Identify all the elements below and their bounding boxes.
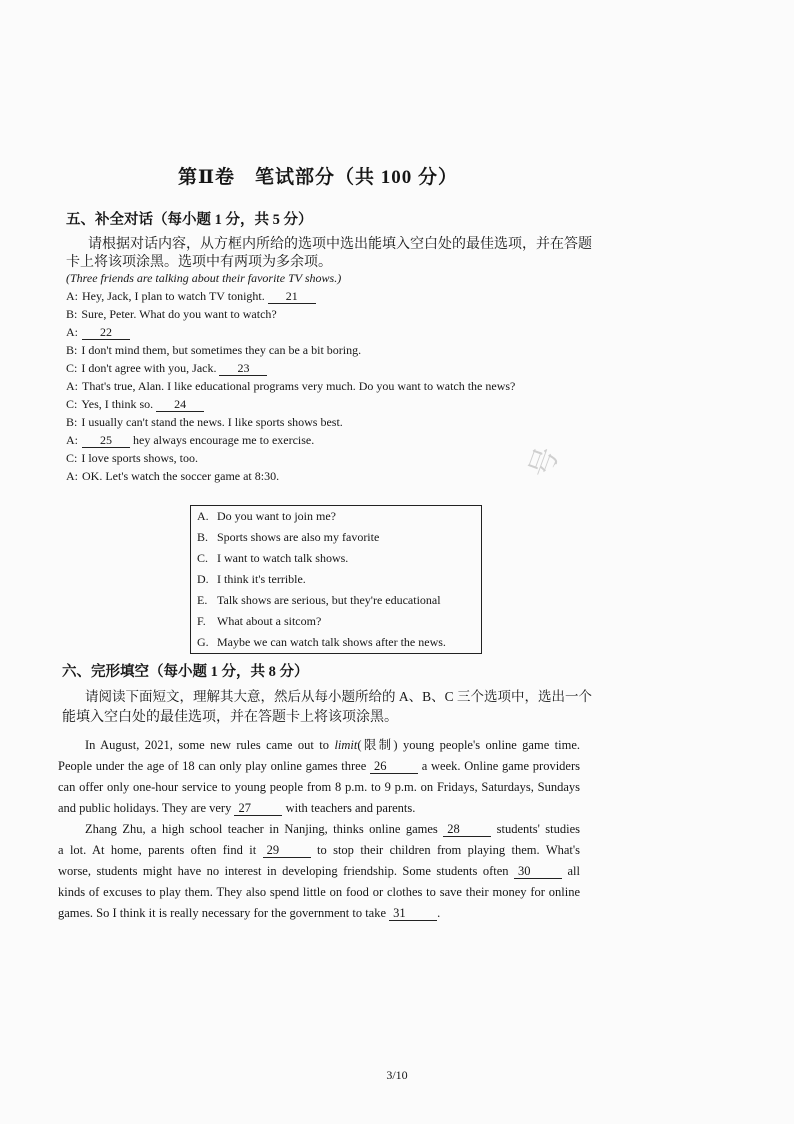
passage-line [58,882,580,903]
option-item [191,506,481,527]
dialogue-line [66,341,515,359]
option-letter: D. [197,572,209,586]
text-run: Hey, Jack, I plan to watch TV tonight. [82,289,268,303]
text-run: Yes, I think so. [81,397,157,411]
answer-blank: 21 [268,290,316,304]
section-instructions: 卡上将该项涂黑。选项中有两项为多余项。 [66,255,332,270]
text-run: can offer only one-hour service to young people from 8 p.m. to 9 p.m. on Fridays, Saturdays, Sundays [58,780,580,794]
answer-blank: 24 [156,398,204,412]
option-letter: A. [197,509,209,523]
option-item [191,548,481,569]
section-instructions: 请阅读下面短文，理解其大意，然后从每小题所给的 A、B、C 三个选项中，选出一个 [85,689,593,704]
answer-blank: 29 [263,844,311,858]
text-run: . [437,906,441,920]
passage-line [58,861,580,882]
dialogue-line [66,395,515,413]
option-text: What about a sitcom? [217,614,322,628]
answer-blank: 25 [82,434,130,448]
speaker-label: A: [66,469,78,483]
option-letter: F. [197,614,206,628]
dialogue [66,287,515,485]
options-box [190,505,482,654]
option-item [191,590,481,611]
section-heading: 六、完形填空（每小题 1 分，共 8 分） [62,664,309,680]
text-run: to stop their children from playing them. What's [310,843,581,857]
answer-blank: 23 [219,362,267,376]
dialogue-line [66,305,515,323]
speaker-label: A: [66,433,78,447]
dialogue-line [66,467,515,485]
text-run: and public holidays. They are very [58,801,235,815]
text-run: OK. Let's watch the soccer game at 8:30. [82,469,280,483]
dialogue-line [66,323,515,341]
passage-line [58,777,580,798]
text-run: with teachers and parents. [282,801,416,815]
option-text: Sports shows are also my favorite [217,530,380,544]
cloze-passage [58,735,580,924]
option-text: Maybe we can watch talk shows after the news. [217,635,446,649]
option-letter: C. [197,551,209,565]
passage-line [58,840,580,861]
text-run: I usually can't stand the news. I like sports shows best. [81,415,343,429]
option-text: I want to watch talk shows. [217,551,349,565]
dialogue-line [66,413,515,431]
speaker-label: B: [66,415,78,429]
speaker-label: A: [66,325,78,339]
option-letter: B. [197,530,209,544]
dialogue-line [66,359,515,377]
option-text: Do you want to join me? [217,509,336,523]
answer-blank: 26 [370,760,418,774]
passage-line [58,756,580,777]
answer-blank: 31 [389,907,437,921]
speaker-label: A: [66,289,78,303]
passage-line [58,903,580,924]
speaker-label: B: [66,343,78,357]
text-run: (限制) young people's online game time. [357,738,580,752]
text-run: students' studies [491,822,580,836]
dialogue-line [66,377,515,395]
section-heading: 五、补全对话（每小题 1 分，共 5 分） [66,212,313,228]
passage-line [58,735,580,756]
text-run: I love sports shows, too. [81,451,199,465]
option-letter: E. [197,593,208,607]
emphasized-word: limit [334,738,358,752]
text-run: a lot. At home, parents often find it [58,843,263,857]
dialogue-line [66,287,515,305]
paper-part-title: 第Ⅱ卷 笔试部分（共 100 分） [178,167,459,188]
text-run: I don't mind them, but sometimes they can be a bit boring. [81,343,362,357]
speaker-label: B: [66,307,78,321]
text-run: a week. Online game providers [418,759,580,773]
text-run: worse, students might have no interest in developing friendship. Some students often [58,864,515,878]
speaker-label: A: [66,379,78,393]
passage-line [58,798,580,819]
watermark: 号 [523,443,566,483]
option-item [191,611,481,632]
text-run: That's true, Alan. I like educational programs very much. Do you want to watch the news? [82,379,516,393]
text-run: In August, 2021, some new rules came out to [85,738,335,752]
section-instructions: 能填入空白处的最佳选项，并在答题卡上将该项涂黑。 [62,710,398,725]
answer-blank: 28 [443,823,491,837]
option-item [191,632,481,653]
speaker-label: C: [66,397,78,411]
text-run: Sure, Peter. What do you want to watch? [81,307,277,321]
page-number: 3/10 [386,1068,408,1082]
option-item [191,569,481,590]
text-run: kinds of excuses to play them. They also spend little on food or clothes to save their money for online [58,885,580,899]
text-run: hey always encourage me to exercise. [130,433,315,447]
option-letter: G. [197,635,209,649]
option-text: I think it's terrible. [217,572,306,586]
text-run: Zhang Zhu, a high school teacher in Nanjing, thinks online games [85,822,444,836]
passage-line [58,819,580,840]
speaker-label: C: [66,361,78,375]
dialogue-line [66,449,515,467]
answer-blank: 27 [234,802,282,816]
speaker-label: C: [66,451,78,465]
text-run: I don't agree with you, Jack. [81,361,220,375]
text-run: all [562,864,580,878]
text-run: games. So I think it is really necessary for the government to take [58,906,390,920]
answer-blank: 22 [82,326,130,340]
answer-blank: 30 [514,865,562,879]
text-run: People under the age of 18 can only play online games three [58,759,370,773]
section-instructions: 请根据对话内容，从方框内所给的选项中选出能填入空白处的最佳选项，并在答题 [88,237,592,252]
option-item [191,527,481,548]
option-text: Talk shows are serious, but they're educational [217,593,441,607]
dialogue-context: (Three friends are talking about their favorite TV shows.) [66,271,342,285]
dialogue-line [66,431,515,449]
